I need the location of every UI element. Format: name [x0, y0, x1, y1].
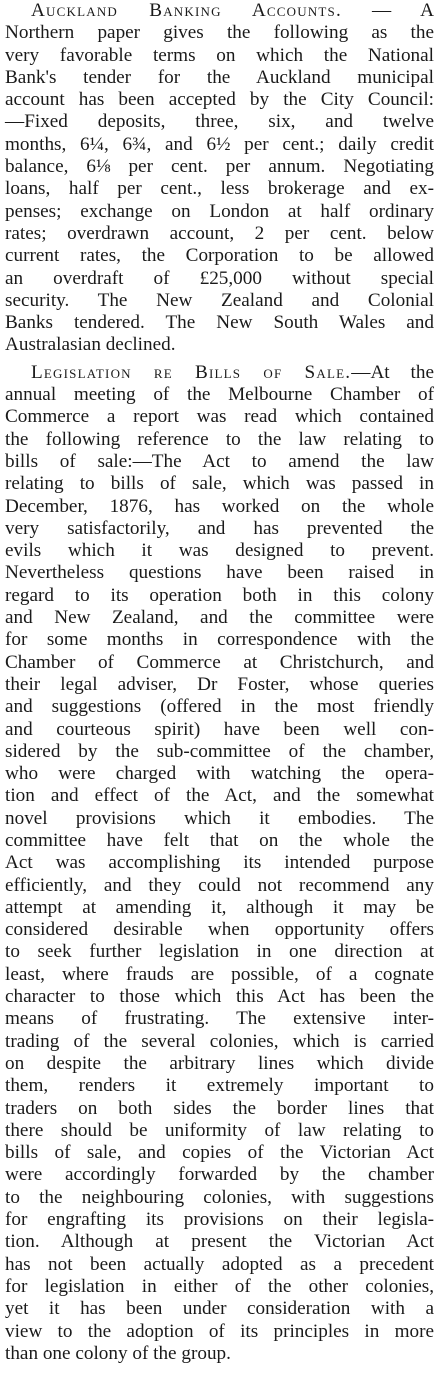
text-line: means of frustrating. The extensive inter- [5, 1008, 434, 1030]
text-line: novel provisions which it embodies. The [5, 807, 434, 829]
text-line: penses; exchange on London at half ordinary [5, 200, 434, 222]
text-line: for legislation in either of the other colonies, [5, 1275, 434, 1297]
text-line: sidered by the sub-committee of the chamber, [5, 740, 434, 762]
text-line: trading of the several colonies, which is carried [5, 1030, 434, 1052]
article-first-line [5, 362, 434, 384]
text-line: than one colony of the group. [5, 1342, 231, 1364]
text-line: annual meeting of the Melbourne Chamber of [5, 384, 434, 406]
text-line: yet it has been under consideration with a [5, 1298, 434, 1320]
text-line: rates; overdrawn account, 2 per cent. below [5, 222, 434, 244]
newspaper-column [5, 0, 434, 1365]
text-line: and suggestions (offered in the most friendly [5, 696, 434, 718]
text-line: — A [372, 0, 434, 21]
text-line: regard to its operation both in this colony [5, 584, 434, 606]
text-line: committee have felt that on the whole the [5, 829, 434, 851]
text-line: character to those which this Act has been the [5, 986, 434, 1008]
text-line: their legal adviser, Dr Foster, whose queries [5, 673, 434, 695]
text-line: there should be uniformity of law relating to [5, 1119, 434, 1141]
text-line: tion. Although at present the Victorian Act [5, 1231, 434, 1253]
text-line: very satisfactorily, and has prevented the [5, 517, 434, 539]
text-line: for some months in correspondence with the [5, 629, 434, 651]
text-line: view to the adoption of its principles in more [5, 1320, 434, 1342]
text-line: on despite the arbitrary lines which divide [5, 1052, 434, 1074]
text-line: balance, 6⅛ per cent. per annum. Negotiating [5, 156, 434, 178]
text-line: —At the [351, 361, 434, 383]
text-line: to the neighbouring colonies, with suggestions [5, 1186, 434, 1208]
text-line: bills of sale:—The Act to amend the law [5, 450, 434, 472]
text-line: account has been accepted by the City Council: [5, 89, 434, 111]
article-heading: Auckland Banking Accounts. [31, 0, 342, 21]
text-line: loans, half per cent., less brokerage and ex- [5, 178, 434, 200]
text-line: for engrafting its provisions on their legisla- [5, 1209, 434, 1231]
text-line: who were charged with watching the opera- [5, 763, 434, 785]
text-line: tion and effect of the Act, and the somewhat [5, 785, 434, 807]
text-line: Australasian declined. [5, 334, 176, 356]
text-line: considered desirable when opportunity offers [5, 919, 434, 941]
text-line: Northern paper gives the following as the [5, 22, 434, 44]
text-line: Chamber of Commerce at Christchurch, and [5, 651, 434, 673]
article-first-line [5, 0, 434, 22]
text-line: months, 6¼, 6¾, and 6½ per cent.; daily credit [5, 133, 434, 155]
text-line: evils which it was designed to prevent. [5, 540, 434, 562]
text-line: an overdraft of £25,000 without special [5, 267, 434, 289]
text-line: least, where frauds are possible, of a cognate [5, 963, 434, 985]
article-bills-of-sale [5, 362, 434, 1365]
text-line: efficiently, and they could not recommend any [5, 874, 434, 896]
text-line: and courteous spirit) have been well con- [5, 718, 434, 740]
text-line: Commerce a report was read which contained [5, 406, 434, 428]
text-line: Banks tendered. The New South Wales and [5, 312, 434, 334]
text-line: and New Zealand, and the committee were [5, 607, 434, 629]
text-line: current rates, the Corporation to be allowed [5, 245, 434, 267]
article-auckland-banking [5, 0, 434, 357]
text-line: relating to bills of sale, which was passed in [5, 473, 434, 495]
text-line: Bank's tender for the Auckland municipal [5, 66, 434, 88]
text-line: security. The New Zealand and Colonial [5, 289, 434, 311]
text-line: were accordingly forwarded by the chamber [5, 1164, 434, 1186]
text-line: the following reference to the law relating to [5, 428, 434, 450]
article-heading: Legislation re Bills of Sale. [31, 361, 352, 383]
text-line: Act was accomplishing its intended purpose [5, 852, 434, 874]
text-line: has not been actually adopted as a precedent [5, 1253, 434, 1275]
text-line: traders on both sides the border lines that [5, 1097, 434, 1119]
text-line: attempt at amending it, although it may be [5, 896, 434, 918]
text-line: bills of sale, and copies of the Victorian Act [5, 1142, 434, 1164]
text-line: them, renders it extremely important to [5, 1075, 434, 1097]
text-line: to seek further legislation in one direction at [5, 941, 434, 963]
text-line: December, 1876, has worked on the whole [5, 495, 434, 517]
text-line: Nevertheless questions have been raised in [5, 562, 434, 584]
text-line: very favorable terms on which the National [5, 44, 434, 66]
text-line: —Fixed deposits, three, six, and twelve [5, 111, 434, 133]
